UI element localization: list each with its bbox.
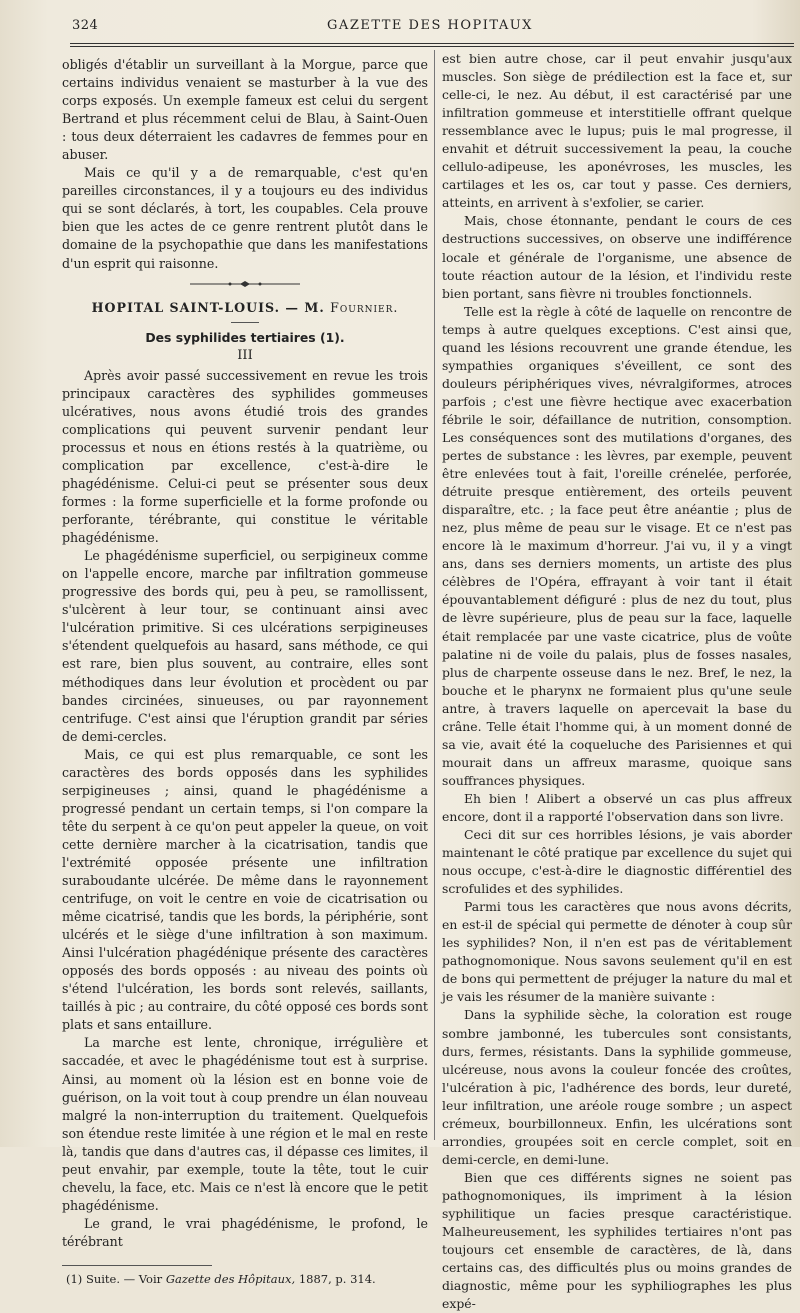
column-divider: [434, 50, 435, 1140]
ornament-icon: [190, 279, 300, 289]
paragraph: Le phagédénisme superficiel, ou serpigineux comme on l'appelle encore, marche par infiltration gommeuse progressive des bords qui, peu à peu, se ramollissent, s'ulcèrent à leur tour, se continuant ainsi avec l'ulcération primitive. Si ces ulcérations serpigineuses s'étendent quelquefois au hasard, sans méthode, ce qui est rare, bien plus souvent, au contraire, elles sont méthodiques dans leur évolution et procèdent ou par bandes circinées, sinueuses, ou par rayonnement centrifuge. C'est ainsi que l'éruption grandit par séries de demi-cercles.: [62, 548, 428, 744]
paragraph: La marche est lente, chronique, irrégulière et saccadée, et avec le phagédénisme tout est à surprise. Ainsi, au moment où la lésion est en bonne voie de guérison, on la voit tout à coup prendre un élan nouveau malgré la non-interruption du traitement. Quelquefois son étendue reste limitée à une région et le mal en reste là, tandis que dans d'autres cas, il dépasse ces limites, il peut envahir, par exemple, toute la tête, tout le cuir chevelu, la face, etc. Mais ce n'est là encore que le petit phagédénisme.: [62, 1035, 428, 1213]
paragraph: obligés d'établir un surveillant à la Morgue, parce que certains individus venaient se masturber à la vue des corps exposés. Un exemple fameux est celui du sergent Bertrand et plus récemment celui de Blau, à Saint-Ouen : tous deux déterraient les cadavres de femmes pour en abuser.: [62, 57, 428, 163]
paragraph: Ceci dit sur ces horribles lésions, je vais aborder maintenant le côté pratique par excellence du sujet qui nous occupe, c'est-à-dire le diagnostic différentiel des scrofulides et des syphilides.: [442, 827, 792, 897]
paragraph: Après avoir passé successivement en revue les trois principaux caractères des syphilides gommeuses ulcératives, nous avons étudié trois des grandes complications qui peuvent survenir pendant leur processus et nous en étions restés à la quatrième, ou complication par excellence, c'est-à-dire le phagédénisme. Celui-ci peut se présenter sous deux formes : la forme superficielle et la forme profonde ou perforante, térébrante, qui constitue le véritable phagédénisme.: [62, 367, 428, 546]
header-rule: [70, 43, 794, 44]
footnote: [66, 1270, 428, 1288]
footnote-text: (1) Suite. — Voir: [66, 1272, 163, 1286]
section-heading: [62, 299, 428, 317]
paragraph: Telle est la règle à côté de laquelle on rencontre de temps à autre quelques exceptions. C'est ainsi que, quand les lésions recouvrent une grande étendue, les sympathies organiques s'éveillent, ce sont des douleurs périphériques vives, névralgiformes, atroces parfois ; c'est une fièvre hectique avec exacerbation fébrile le soir, défaillance de nutrition, consomption. Les conséquences sont des mutilations d'organes, des pertes de substance : les lèvres, par exemple, peuvent être enlevées tout à fait, l'oreille crénelée, perforée, détruite presque entièrement, des orteils peuvent disparaître, etc. ; la face peut être anéantie ; plus de nez, plus même de peau sur le visage. Et ce n'est pas encore là le maximum d'horreur. J'ai vu, il y a vingt ans, dans ses derniers moments, un artiste des plus célèbres de l'Opéra, effrayant à voir tant il était épouvantablement défiguré : plus de nez du tout, plus de lèvre supérieure, plus de peau sur la face, laquelle était remplacée par une vaste cicatrice, plus de voûte palatine ni de voile du palais, plus de fosses nasales, plus de charpente osseuse dans le nez. Bref, le nez, la bouche et le pharynx ne formaient plus qu'une seule antre, à travers laquelle on apercevait la base du crâne. Telle était l'homme qui, à un moment donné de sa vie, avait été la coqueluche des Parisiennes et qui mourait dans un affreux marasme, quoique sans souffrances physiques.: [442, 303, 792, 788]
paragraph: Mais ce qu'il y a de remarquable, c'est qu'en pareilles circonstances, il y a toujours eu des individus qui se sont déclarés, à tort, les coupables. Cela prouve bien que les actes de ce genre rentrent plutôt dans le domaine de la psychopathie que dans les manifestations d'un esprit qui raisonne.: [62, 165, 428, 271]
article-subtitle: Des syphilides tertiaires (1).: [145, 329, 345, 345]
page-header: [70, 18, 790, 38]
paragraph: Mais, chose étonnante, pendant le cours de ces destructions successives, on observe une indifférence locale et générale de l'organisme, une absence de toute réaction autour de la lésion, et l'individu reste bien portant, sans fièvre ni troubles fonctionnels.: [442, 213, 792, 301]
ornament-divider: [62, 273, 428, 295]
right-column: [442, 50, 792, 1313]
part-number: III: [237, 347, 253, 363]
paragraph: Dans la syphilide sèche, la coloration est rouge sombre jambonné, les tubercules sont consistants, durs, fermes, résistants. Dans la syphilide gommeuse, ulcéreuse, nous avons la couleur foncée des croûtes, l'ulcération à pic, l'adhérence des bords, leur dureté, leur infiltration, une aréole rouge sombre ; un aspect crémeux, bourbillonneux. Enfin, les ulcérations sont arrondies, groupées soit en cercle complet, soit en demi-cercle, en demi-lune.: [442, 1007, 792, 1167]
paragraph: Parmi tous les caractères que nous avons décrits, en est-il de spécial qui permette de dénoter à coup sûr les syphilides? Non, il n'en est pas de véritablement pathognomonique. Nous savons seulement qu'il en est de bons qui permettent de préjuger la nature du mal et je vais les résumer de la manière suivante :: [442, 899, 792, 1005]
footnote-rule: [62, 1265, 212, 1266]
left-column: [62, 56, 428, 1288]
running-title: GAZETTE DES HOPITAUX: [327, 18, 533, 33]
header-rule-double: [70, 46, 794, 47]
short-rule: [231, 322, 259, 323]
paragraph: Mais, ce qui est plus remarquable, ce sont les caractères des bords opposés dans les syphilides serpigineuses ; ainsi, quand le phagédénisme a progressé pendant un certain temps, si l'on compare la tête du serpent à ce qu'on peut appeler la queue, on voit cette dernière marcher à la cicatrisation, tandis que l'extrémité opposée présente une infiltration suraboudante ulcérée. De même dans le rayonnement centrifuge, on voit le centre en voie de cicatrisation ou même cicatrisé, tandis que les bords, la périphérie, sont ulcérés et le siège d'une infiltration à son maximum. Ainsi l'ulcération phagédénique présente des caractères opposés des bords opposés : au niveau des points où s'étend l'ulcération, les bords sont relevés, saillants, taillés à pic ; au contraire, du côté opposé ces bords sont plats et sans entaillure.: [62, 746, 428, 1033]
footnote-citation: 1887, p. 314.: [298, 1272, 376, 1286]
paragraph: Bien que ces différents signes ne soient pas pathognomoniques, ils impriment à la lésion syphilitique un facies presque caractéristique. Malheureusement, les syphilides tertiaires n'ont pas toujours cet ensemble de caractères, de là, dans certains cas, des difficultés plus ou moins grandes de diagnostic, même pour les syphiliographes les plus expé-: [442, 1169, 792, 1312]
section-heading-title: HOPITAL SAINT-LOUIS. — M.: [91, 299, 325, 315]
section-heading-author: Fournier.: [330, 299, 399, 315]
page-number: 324: [72, 18, 99, 33]
footnote-journal: Gazette des Hôpitaux,: [165, 1272, 296, 1286]
paragraph: est bien autre chose, car il peut envahir jusqu'aux muscles. Son siège de prédilection est la face et, sur celle-ci, le nez. Au début, il est caractérisé par une infiltration gommeuse et interstitielle offrant quelque ressemblance avec le lupus; puis le mal progresse, il envahit et détruit successivement la peau, la couche cellulo-adipeuse, les aponévroses, les muscles, les cartilages et les os, car tout y passe. Ces derniers, atteints, en arrivent à s'exfolier, se carier.: [442, 51, 792, 211]
paragraph: Eh bien ! Alibert a observé un cas plus affreux encore, dont il a rapporté l'observation dans son livre.: [442, 790, 792, 824]
paragraph: Le grand, le vrai phagédénisme, le profond, le térébrant: [62, 1215, 428, 1249]
